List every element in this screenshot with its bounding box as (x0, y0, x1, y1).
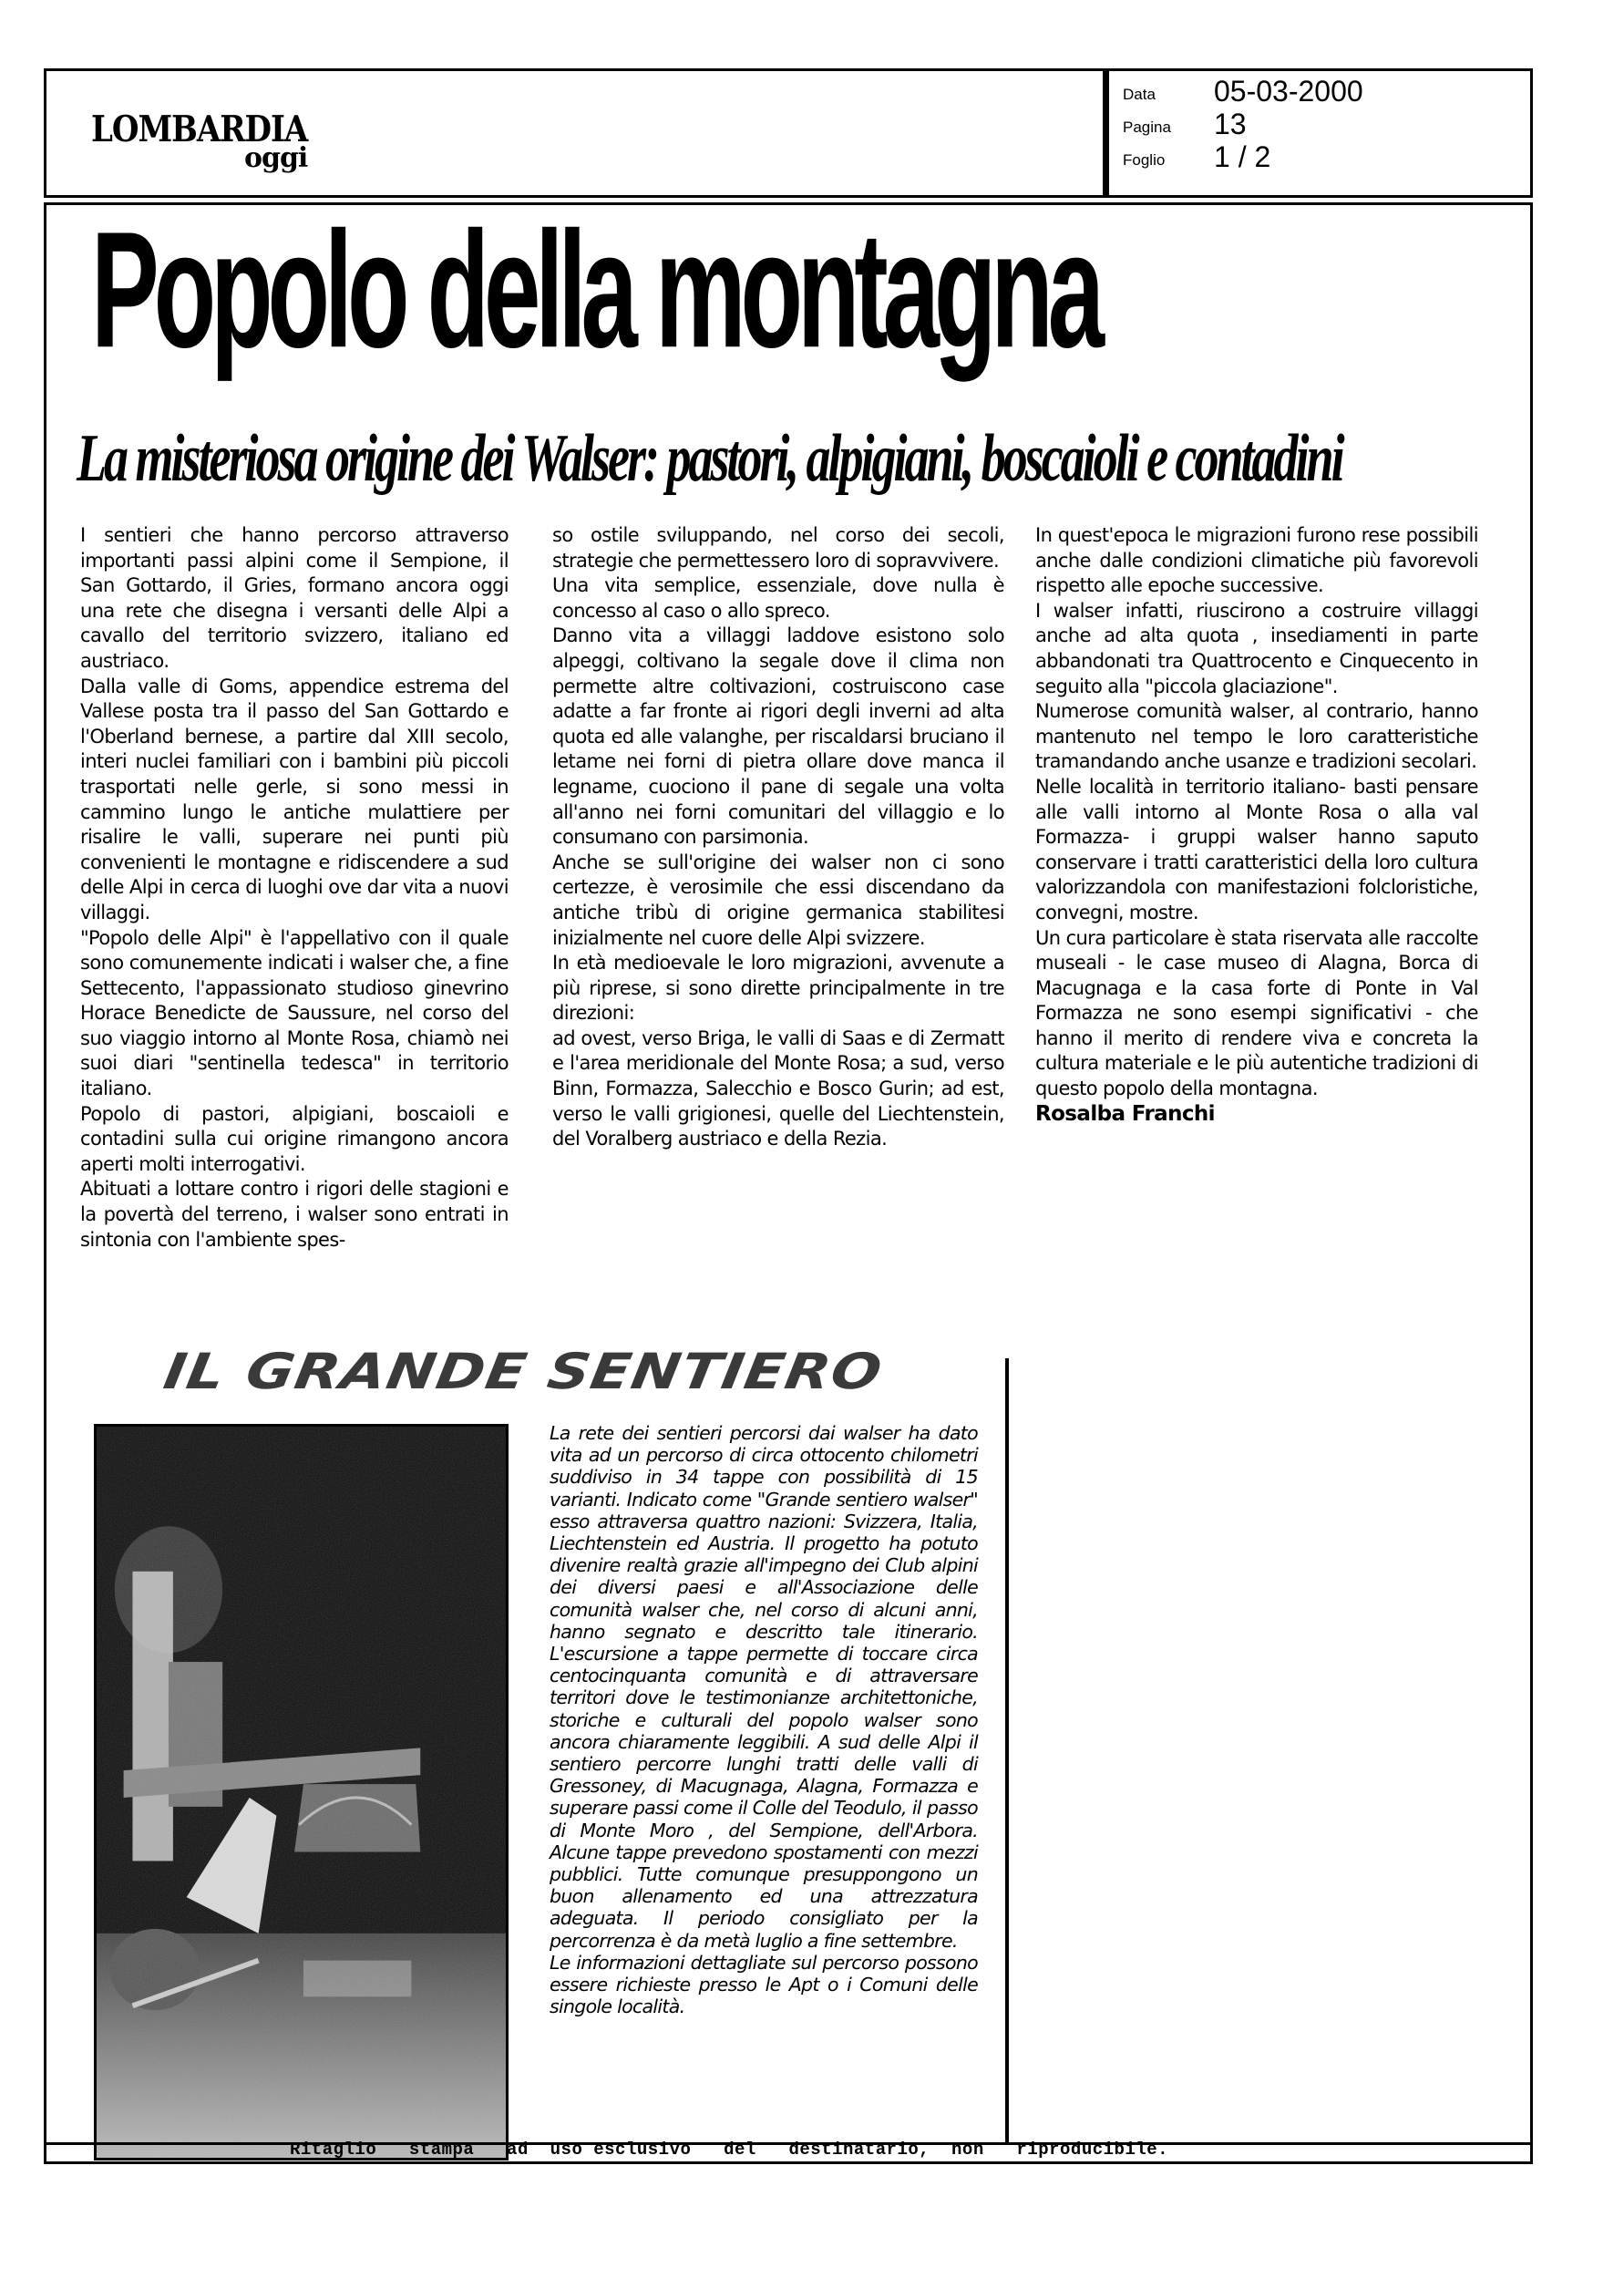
article-photo (94, 1424, 509, 2160)
paragraph: Numerose comunità walser, al contrario, hanno mantenuto nel tempo le loro caratteristiche tramandando anche usanze e tradizioni secolari. (1035, 700, 1478, 773)
newspaper-logo (91, 108, 308, 174)
article-subtitle: La misteriosa origine dei Walser: pastori, alpigiani, boscaioli e contadini (77, 419, 1342, 496)
paragraph: Dalla valle di Goms, appendice estrema del Vallese posta tra il passo del San Gottardo e l'Oberland bernese, a partire dal XIII secolo, interi nuclei familiari con i bambini più piccoli trasportati nelle gerle, si sono messi in cammino lungo le antiche mulattiere per risalire le valli, superare nei punti più convenienti le montagne e ridiscendere a sud delle Alpi in cerca di luoghi ove dar vita a nuovi villaggi. (80, 675, 509, 923)
paragraph: In età medioevale le loro migrazioni, avvenute a più riprese, si sono dirette principalmente in tre direzioni: (552, 952, 1004, 1025)
paragraph: Popolo di pastori, alpigiani, boscaioli e contadini sulla cui origine rimangono ancora aperti molti interrogativi. (80, 1102, 509, 1175)
paragraph: Abituati a lottare contro i rigori delle stagioni e la povertà del terreno, i walser sono entrati in sintonia con l'ambiente spes- (80, 1178, 509, 1251)
box-vertical-rule (1005, 1358, 1009, 2142)
box-body-text (550, 1422, 978, 2017)
paragraph: Le informazioni dettagliate sul percorso possono essere richieste presso le Apt o i Comuni delle singole località. (550, 1951, 978, 2018)
article-column-3 (1035, 523, 1478, 1127)
logo-line-1: LOMBARDIA (91, 108, 308, 151)
photo-illustration (97, 1427, 506, 2158)
meta-value: 05-03-2000 (1214, 75, 1363, 108)
paragraph: Anche se sull'origine dei walser non ci sono certezze, è verosimile che essi discendano da antiche tribù di origine germanica stabilitesi inizialmente nel cuore delle Alpi svizzere. (552, 851, 1004, 949)
paragraph: Una vita semplice, essenziale, dove nulla è concesso al caso o allo spreco. (552, 574, 1004, 622)
article-column-1 (80, 523, 509, 1253)
paragraph: Un cura particolare è stata riservata alle raccolte museali - le case museo di Alagna, Borca di Macugnaga e la casa forte di Ponte in Val Formazza ne sono esempi significativi - che hanno il merito di rendere viva e concreta la cultura materiale e le più autentiche tradizioni di questo popolo della montagna. (1035, 926, 1478, 1100)
paragraph: "Popolo delle Alpi" è l'appellativo con il quale sono comunemente indicati i walser che, a fine Settecento, l'appassionato studioso ginevrino Horace Benedicte de Saussure, nel corso del suo viaggio intorno al Monte Rosa, chiamò nei suoi diari "sentinella tedesca" in territorio italiano. (80, 926, 509, 1100)
paragraph: I sentieri che hanno percorso attraverso importanti passi alpini come il Sempione, il San Gottardo, il Gries, formano ancora oggi una rete che disegna i versanti delle Alpi a cavallo del territorio svizzero, italiano ed austriaco. (80, 524, 509, 672)
meta-label: Pagina (1123, 119, 1171, 136)
article-column-2 (552, 523, 1004, 1152)
box-heading: IL GRANDE SENTIERO (159, 1343, 887, 1400)
logo-line-2: oggi (243, 142, 308, 174)
footer-notice: Ritaglio stampa ad uso esclusivo del destinatario, non riproducibile. (290, 2140, 1169, 2160)
paragraph: ad ovest, verso Briga, le valli di Saas e di Zermatt e l'area meridionale del Monte Rosa; a sud, verso Binn, Formazza, Salecchio e Bosco Gurin; ad est, verso le valli grigionesi, quelle del Liechtenstein, del Voralberg austriaco e della Rezia. (552, 1026, 1004, 1150)
meta-label: Data (1123, 86, 1156, 103)
meta-label: Foglio (1123, 151, 1166, 169)
meta-value: 13 (1214, 108, 1247, 140)
paragraph: so ostile sviluppando, nel corso dei secoli, strategie che permettessero loro di sopravvivere. (552, 524, 1004, 572)
author-byline: Rosalba Franchi (1035, 1101, 1215, 1126)
paragraph: Danno vita a villaggi laddove esistono solo alpeggi, coltivano la segale dove il clima non permette altre coltivazioni, costruiscono case adatte a far fronte ai rigori degli inverni ad alta quota ed alle valanghe, per riscaldarsi bruciano il letame nei forni di pietra ollare dove manca il legname, cuociono il pane di segale una volta all'anno nei forni comunitari del villaggio e lo consumano con parsimonia. (552, 624, 1004, 849)
paragraph: Nelle località in territorio italiano- basti pensare alle valli intorno al Monte Rosa o alla val Formazza- i gruppi walser hanno saputo conservare i tratti caratteristici della loro cultura valorizzandola con manifestazioni folcloristiche, convegni, mostre. (1035, 775, 1478, 923)
meta-value: 1 / 2 (1214, 140, 1271, 173)
article-title: Popolo della montagna (91, 197, 1100, 383)
paragraph: I walser infatti, riuscirono a costruire villaggi anche ad alta quota , insediamenti in parte abbandonati tra Quattrocento e Cinquecento in seguito alla "piccola glaciazione". (1035, 599, 1478, 697)
paragraph: In quest'epoca le migrazioni furono rese possibili anche dalle condizioni climatiche più favorevoli rispetto alle epoche successive. (1035, 524, 1478, 597)
paragraph: La rete dei sentieri percorsi dai walser ha dato vita ad un percorso di circa ottocento chilometri suddiviso in 34 tappe con possibilità di 15 varianti. Indicato come "Grande sentiero walser" esso attraversa quattro nazioni: Svizzera, Italia, Liechtenstein ed Austria. Il progetto ha potuto divenire realtà grazie all'impegno dei Club alpini dei diversi paesi e all'Associazione delle comunità walser che, nel corso di alcuni anni, hanno segnato e descritto tale itinerario. L'escursione a tappe permette di toccare circa centocinquanta comunità e di attraversare territori dove le testimonianze architettoniche, storiche e culturali del popolo walser sono ancora chiaramente leggibili. A sud delle Alpi il sentiero percorre lunghi tratti delle valli di Gressoney, di Macugnaga, Alagna, Formazza e superare passi come il Colle del Teodulo, il passo di Monte Moro , del Sempione, dell'Arbora. Alcune tappe prevedono spostamenti con mezzi pubblici. Tutte comunque presuppongono un buon allenamento ed una attrezzatura adeguata. Il periodo consigliato per la percorrenza è da metà luglio a fine settembre. (550, 1422, 978, 1952)
